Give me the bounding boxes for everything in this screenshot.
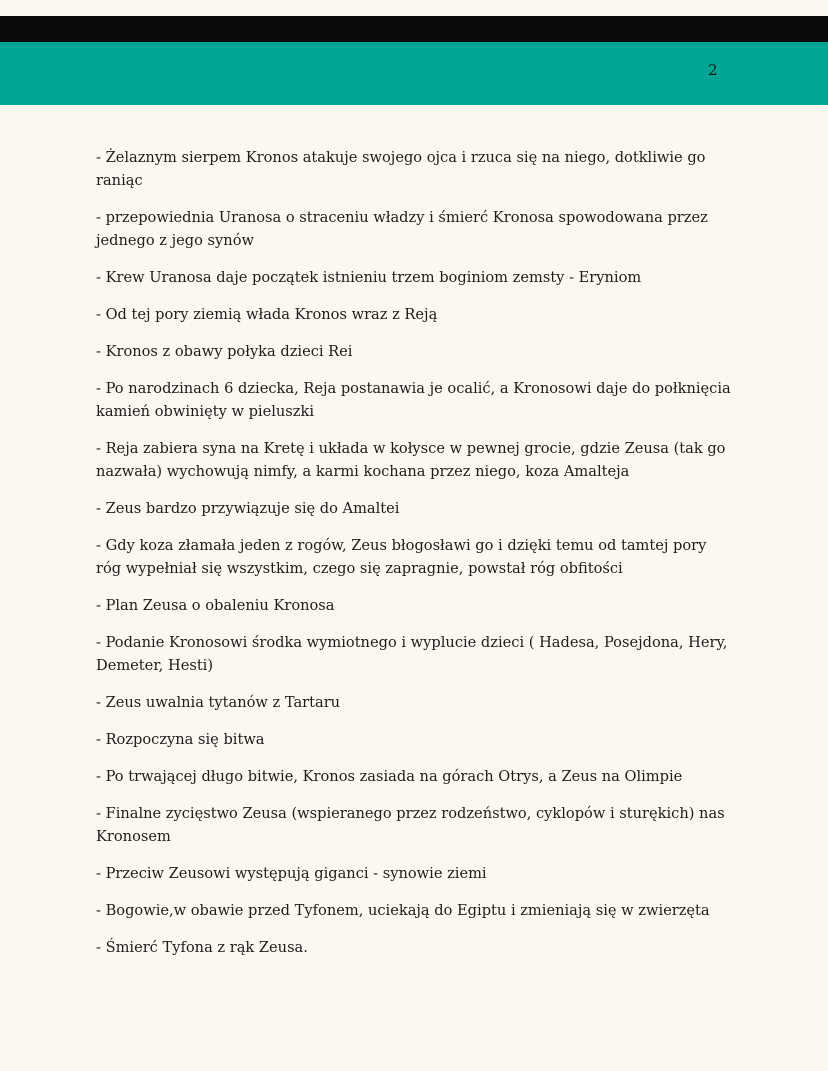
bullet-line: - Gdy koza złamała jeden z rogów, Zeus błogosławi go i dzięki temu od tamtej pory róg wypełniał się wszystkim, czego się zapragnie, powstał róg obfitości (96, 537, 707, 577)
top-margin (0, 0, 828, 16)
bullet-line: - przepowiednia Uranosa o straceniu władzy i śmierć Kronosa spowodowana przez jednego z jego synów (96, 209, 708, 249)
document-body (96, 146, 736, 973)
bullet-line: - Podanie Kronosowi środka wymiotnego i wyplucie dzieci ( Hadesa, Posejdona, Hery, Demeter, Hesti) (96, 634, 728, 674)
header-teal-bar (0, 42, 828, 105)
bullet-line: - Rozpoczyna się bitwa (96, 731, 265, 748)
bullet-line: - Plan Zeusa o obaleniu Kronosa (96, 597, 335, 614)
bullet-line: - Śmierć Tyfona z rąk Zeusa. (96, 939, 308, 956)
bullet-line: - Po narodzinach 6 dziecka, Reja postanawia je ocalić, a Kronosowi daje do połknięcia kamień obwinięty w pieluszki (96, 380, 731, 420)
bullet-line: - Zeus uwalnia tytanów z Tartaru (96, 694, 341, 711)
header-black-bar (0, 16, 828, 42)
bullet-line: - Krew Uranosa daje początek istnieniu trzem boginiom zemsty - Eryniom (96, 269, 642, 286)
bullet-line: - Po trwającej długo bitwie, Kronos zasiada na górach Otrys, a Zeus na Olimpie (96, 768, 683, 785)
bullet-line: - Od tej pory ziemią włada Kronos wraz z Reją (96, 306, 438, 323)
bullet-line: - Zeus bardzo przywiązuje się do Amaltei (96, 500, 400, 517)
page-number: 2 (708, 61, 718, 79)
bullet-line: - Kronos z obawy połyka dzieci Rei (96, 343, 353, 360)
bullet-line: - Przeciw Zeusowi występują giganci - synowie ziemi (96, 865, 487, 882)
bullet-line: - Finalne zycięstwo Zeusa (wspieranego przez rodzeństwo, cyklopów i sturękich) nas Kronosem (96, 805, 725, 845)
bullet-line: - Bogowie,w obawie przed Tyfonem, uciekają do Egiptu i zmieniają się w zwierzęta (96, 902, 710, 919)
bullet-line: - Żelaznym sierpem Kronos atakuje swojego ojca i rzuca się na niego, dotkliwie go raniąc (96, 149, 706, 189)
bullet-line: - Reja zabiera syna na Kretę i układa w kołysce w pewnej grocie, gdzie Zeusa (tak go nazwała) wychowują nimfy, a karmi kochana przez niego, koza Amalteja (96, 440, 726, 480)
